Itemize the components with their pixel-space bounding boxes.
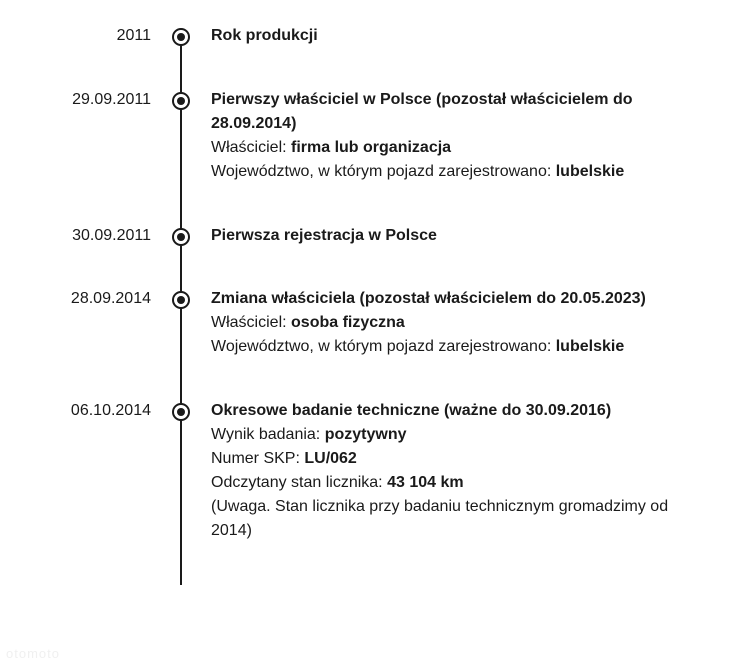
detail-value: LU/062: [304, 450, 357, 467]
detail-label: Numer SKP:: [211, 450, 305, 467]
event-date: 28.09.2014: [70, 290, 151, 307]
detail-label: Województwo, w którym pojazd zarejestrowano:: [211, 163, 556, 180]
event-body: [211, 287, 681, 359]
detail-label: (Uwaga. Stan licznika przy badaniu technicznym gromadzimy od 2014): [211, 498, 669, 539]
detail-value: pozytywny: [324, 426, 407, 443]
timeline-marker-icon: [172, 291, 190, 309]
detail-value: lubelskie: [555, 163, 625, 180]
event-body: [211, 399, 681, 543]
detail-label: Właściciel:: [211, 139, 292, 156]
event-body: [211, 224, 681, 248]
event-title: Rok produkcji: [211, 27, 318, 44]
event-title: Pierwszy właściciel w Polsce (pozostał właścicielem do 28.09.2014): [211, 91, 633, 132]
event-date: 2011: [116, 27, 151, 44]
event-date: 06.10.2014: [70, 402, 151, 419]
timeline-axis-line: [180, 36, 182, 585]
event-note: [211, 495, 681, 543]
event-detail: [211, 160, 681, 184]
event-body: [211, 88, 681, 184]
event-title: Okresowe badanie techniczne (ważne do 30.09.2016): [211, 402, 612, 419]
event-detail: [211, 311, 681, 335]
event-title: Pierwsza rejestracja w Polsce: [211, 227, 437, 244]
event-title: Zmiana właściciela (pozostał właścicielem do 20.05.2023): [211, 290, 646, 307]
detail-value: firma lub organizacja: [291, 139, 452, 156]
timeline-marker-icon: [172, 228, 190, 246]
timeline-marker-icon: [172, 403, 190, 421]
watermark-logo: otomoto: [6, 646, 60, 661]
detail-value: osoba fizyczna: [291, 314, 405, 331]
event-detail: [211, 471, 681, 495]
event-date: 29.09.2011: [72, 91, 151, 108]
event-detail: [211, 447, 681, 471]
detail-label: Właściciel:: [211, 314, 292, 331]
detail-value: lubelskie: [555, 338, 625, 355]
event-detail: [211, 335, 681, 359]
event-date: 30.09.2011: [72, 227, 151, 244]
timeline-marker-icon: [172, 28, 190, 46]
event-detail: [211, 136, 681, 160]
timeline-marker-icon: [172, 92, 190, 110]
detail-label: Województwo, w którym pojazd zarejestrowano:: [211, 338, 556, 355]
event-body: [211, 24, 681, 48]
detail-value: 43 104 km: [387, 474, 464, 491]
detail-label: Wynik badania:: [211, 426, 325, 443]
event-detail: [211, 423, 681, 447]
detail-label: Odczytany stan licznika:: [211, 474, 388, 491]
